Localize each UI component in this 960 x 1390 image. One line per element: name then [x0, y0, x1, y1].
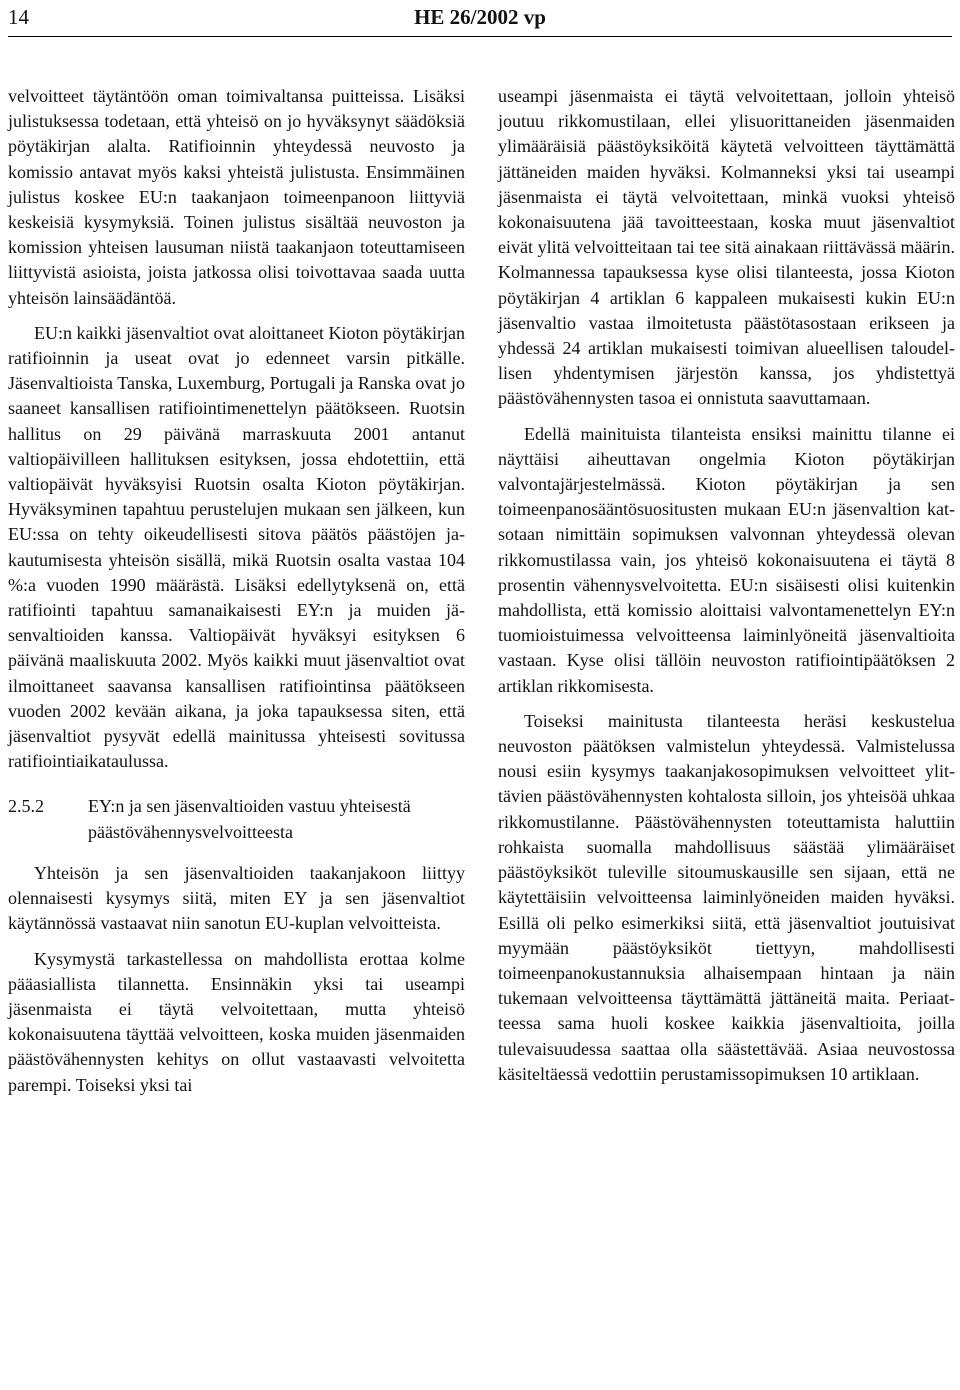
document-id: HE 26/2002 vp	[414, 5, 546, 29]
left-column	[8, 84, 465, 1098]
section-number: 2.5.2	[8, 796, 44, 817]
page-header	[8, 0, 952, 40]
header-divider	[8, 36, 952, 37]
paragraph: velvoitteet täytäntöön oman toimivaltansa puitteissa. Lisäksi julistuksessa todetaan, että yhteisö on jo hyväksynyt säädöksiä pöytäkirjan alalta. Ratifioinnin yhteydessä neuvosto ja komissio antavat myös kaksi yhteistä julistusta. Ensimmäinen julistus koskee EU:n taakanjaon toimeenpanoon liittyviä keskeisiä kysymyksiä. Toinen julistus sisältää neuvoston ja komission yhteisen lausuman niistä taakanjaon toteuttamiseen liittyvistä asioista, joista jatkossa olisi toivottavaa saada uutta yhteisön lainsäädäntöä.	[8, 86, 465, 308]
paragraph: EU:n kaikki jäsenvaltiot ovat aloittaneet Kioton pöytäkirjan ratifioinnin ja useat ovat jo edenneet varsin pitkälle. Jäsenvaltioista Tanska, Luxemburg, Portugali ja Ranska ovat jo saaneet kansallisen ratifiointimenettelyn päätökseen. Ruotsin hallitus on 29 päivänä marraskuuta 2001 antanut valtiopäivilleen hallituksen esityksen, jossa ehdotettiin, että valtiopäivät hyväksyisi Ruotsin osalta Kioton pöytäkirjan. Hyväksyminen tapahtuu perustelujen mukaan sen jälkeen, kun EU:ssa on tehty oikeudellisesti sitova päätös päästöjen jakautumisesta yhteisön sisällä, mikä Ruotsin osalta vastaa 104 %:a vuoden 1990 määrästä. Lisäksi edellytyksenä on, että ratifiointi tapahtuu samanaikaisesti EY:n ja muiden jäsenvaltioiden kanssa. Valtiopäivät hyväksyi esityksen 6 päivänä maaliskuuta 2002. Myös kaikki muut jäsenvaltiot ovat ilmoittaneet saavansa kansallisen ratifiointinsa päätökseen vuoden 2002 kevään aikana, ja joka tapauksessa siten, että jäsenvaltiot pysyvät edellä mainitussa yhteisesti sovitussa ratifiointiaikataulussa.	[8, 322, 465, 772]
section-heading	[8, 794, 465, 844]
page-number: 14	[8, 5, 29, 29]
paragraph: Kysymystä tarkastellessa on mahdollista erottaa kolme pääasiallista tilannetta. Ensinnäkin yksi tai useampi jäsenmaista ei täytä velvoitettaan, mutta yhteisö kokonaisuutena täyttää velvoitteen, koska muiden jäsenmaiden päästövähennysten kehitys on ollut vastaavasti velvoitetta parempi. Toiseksi yksi tai	[8, 948, 465, 1095]
paragraph: Toiseksi mainitusta tilanteesta heräsi keskustelua neuvoston päätöksen valmistelun yhteydessä. Valmistelussa nousi esiin kysymys taakanjakosopimuksen velvoitteet ylittävien päästövähennysten kohtalosta silloin, jos yhteisöä uhkaa rikkomustilanne. Päästövähennysten toteuttamista haluttiin rohkaista suomalla mahdollisuus säästää ylimääräiset päästöyksiköt tuleville sitoumuskausille sen sijaan, että ne käytettäisiin velvoitteensa laiminlyöneiden maiden hyväksi. Esillä oli pelko esimerkiksi siitä, että jäsenvaltiot joutuisivat myymään päästöyksiköt tiettyyn, mahdollisesti toimeenpanokustannuksia alhaisempaan hintaan ja näin tukemaan velvoitteensa täyttämättä jättäneitä maita. Periaatteessa sama huoli koskee kaikkia jäsenvaltioita, joilla tulevaisuudessa saattaa olla säästettävää. Asiaa neuvostossa käsiteltäessä vedottiin perustamissopimuksen 10 artiklaan.	[498, 710, 955, 1084]
section-title: EY:n ja sen jäsenvaltioiden vastuu yhteisestä päästövähennysvelvoitteesta	[88, 796, 411, 842]
paragraph: Yhteisön ja sen jäsenvaltioiden taakanjakoon liittyy olennaisesti kysymys siitä, miten EY ja sen jäsenvaltiot käytännössä vastaavat niin sanotun EU-kuplan velvoitteista.	[8, 862, 465, 934]
paragraph: Edellä mainituista tilanteista ensiksi mainittu tilanne ei näyttäisi aiheuttavan ongelmia Kioton pöytäkirjan valvontajärjestelmässä. Kioton pöytäkirjan ja sen toimeenpanosääntösuositusten mukaan EU:n jäsenvaltion katsotaan nimittäin sopimuksen valvonnan yhteydessä olevan rikkomustilassa vain, jos yhteisö kokonaisuutena ei täytä 8 prosentin vähennysvelvoitetta. EU:n sisäisesti olisi kuitenkin mahdollista, että komissio aloittaisi valvontamenettelyn EY:n tuomioistuimessa velvoitteensa laiminlyöneitä jäsenvaltioita vastaan. Kyse olisi tällöin neuvoston ratifiointipäätöksen 2 artiklan rikkomisesta.	[498, 423, 955, 696]
right-column	[498, 84, 955, 1087]
paragraph: useampi jäsenmaista ei täytä velvoitettaan, jolloin yhteisö joutuu rikkomustilaan, ellei ylisuorittaneiden jäsenmaiden ylimääräisiä päästöyksiköitä käytetä velvoitteen täyttämättä jättäneiden maiden hyväksi. Kolmanneksi yksi tai useampi jäsenmaista ei täytä velvoitettaan, minkä vuoksi yhteisö kokonaisuutena jää tavoitteestaan, koska muut jäsenvaltiot eivät ylitä velvoitteitaan tai tee sitä ainakaan riittävässä määrin. Kolmannessa tapauksessa kyse olisi tilanteesta, jossa Kioton pöytäkirjan 4 artiklan 6 kappaleen mukaisesti kukin EU:n jäsenvaltio vastaa ilmoitetusta päästötasostaan erikseen ja yhdessä 24 artiklan mukaisesti toimivan alueellisen taloudellisen yhdentymisen järjestön kanssa, jos yhdistettyä päästövähennysten tasoa ei onnistuta saavuttamaan.	[498, 86, 955, 409]
